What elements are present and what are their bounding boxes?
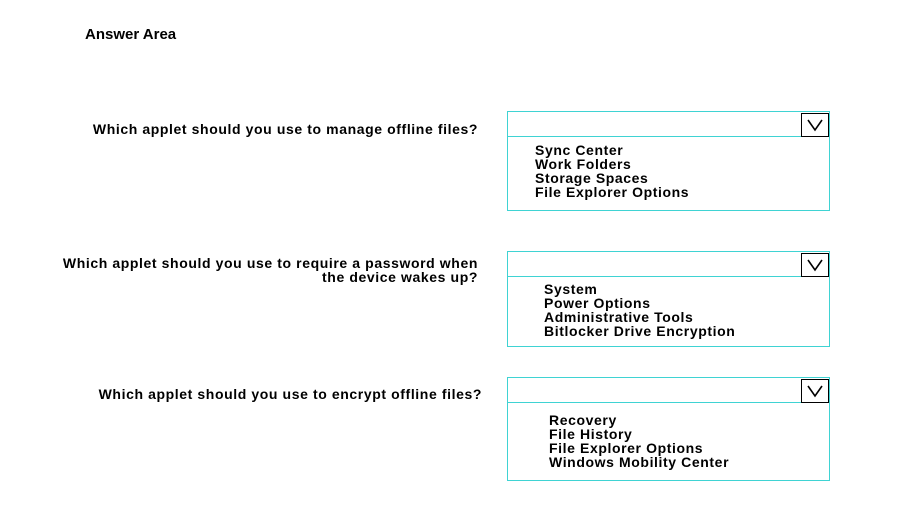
chevron-down-icon [807,384,823,398]
question-1-dropdown[interactable] [507,111,830,211]
option-work-folders[interactable]: Work Folders [535,156,632,172]
option-system[interactable]: System [544,281,598,297]
question-2-text [63,256,478,284]
option-power-options[interactable]: Power Options [544,295,651,311]
chevron-down-icon [807,118,823,132]
option-file-explorer-options-2[interactable]: File Explorer Options [549,440,704,456]
option-administrative-tools[interactable]: Administrative Tools [544,309,694,325]
option-file-history[interactable]: File History [549,426,633,442]
question-3-dropdown-button[interactable] [801,379,829,403]
option-sync-center[interactable]: Sync Center [535,142,624,158]
question-2-line-2: the device wakes up? [322,269,478,285]
option-recovery[interactable]: Recovery [549,412,617,428]
question-1-dropdown-button[interactable] [801,113,829,137]
question-3-dropdown[interactable] [507,377,830,481]
question-2-dropdown-button[interactable] [801,253,829,277]
question-2-options [507,277,830,347]
question-3-select[interactable] [507,377,830,403]
option-windows-mobility-center[interactable]: Windows Mobility Center [549,454,730,470]
chevron-down-icon [807,258,823,272]
question-2-dropdown[interactable] [507,251,830,347]
question-1-options [507,137,830,211]
answer-area-title: Answer Area [85,26,177,43]
question-2-line-1: Which applet should you use to require a password when [62,255,478,271]
question-3-options [507,403,830,481]
question-1-select[interactable] [507,111,830,137]
question-3-text: Which applet should you use to encrypt offline files? [98,386,482,402]
question-1-text: Which applet should you use to manage offline files? [92,121,478,137]
question-2-select[interactable] [507,251,830,277]
option-bitlocker-drive-encryption[interactable]: Bitlocker Drive Encryption [544,323,736,339]
option-storage-spaces[interactable]: Storage Spaces [535,170,649,186]
option-file-explorer-options[interactable]: File Explorer Options [535,184,690,200]
